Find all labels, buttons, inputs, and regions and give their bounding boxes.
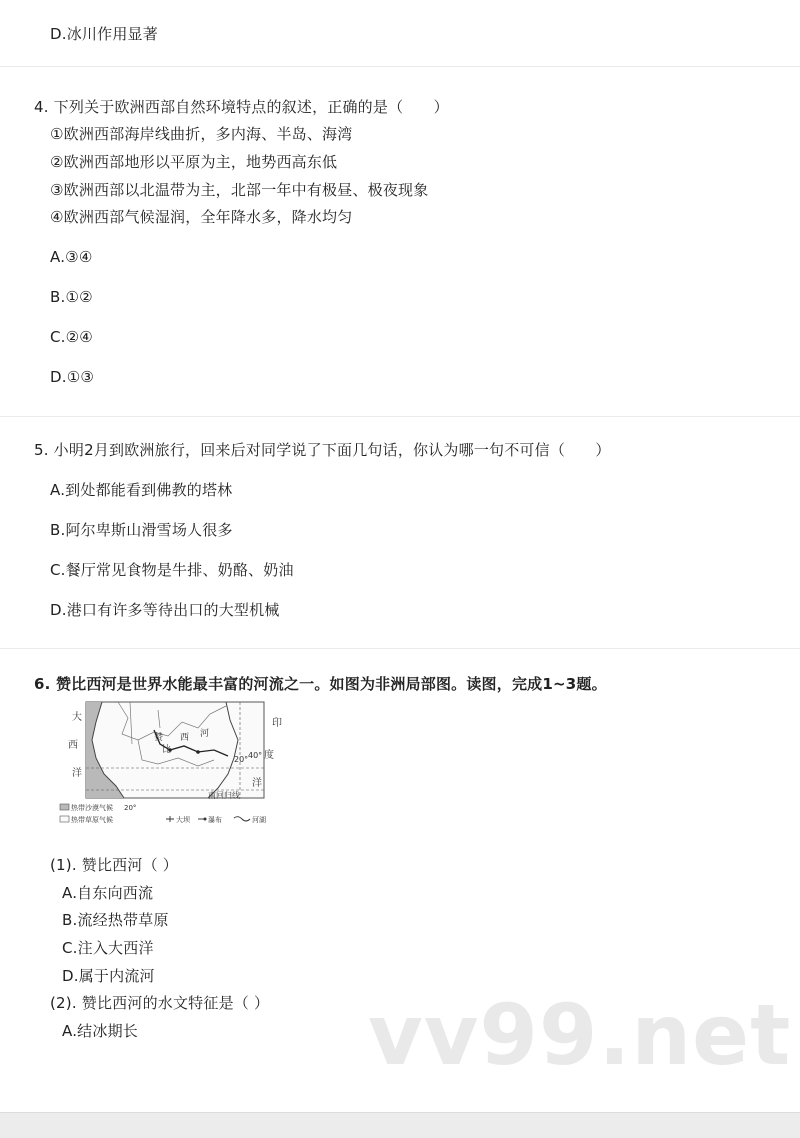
q6-sub1-option-c[interactable]: C.注入大西洋 — [62, 939, 154, 957]
lake-icon — [234, 817, 250, 821]
question-divider — [0, 66, 800, 67]
legend-lon-label: 20° — [124, 804, 137, 812]
ocean-left-char-3: 洋 — [72, 768, 82, 779]
q4-statement-2: ②欧洲西部地形以平原为主，地势西高东低 — [50, 153, 338, 171]
q5-option-c[interactable]: C.餐厅常见食物是牛排、奶酪、奶油 — [50, 561, 294, 579]
q6-sub2-option-a[interactable]: A.结冰期长 — [62, 1022, 138, 1040]
legend-lake-label: 河湖 — [252, 816, 266, 824]
legend-savanna-swatch — [60, 816, 69, 822]
ocean-right-char-1: 印 — [272, 718, 282, 729]
ocean-left-char-2: 西 — [68, 740, 78, 751]
ocean-right-char-2: 度 — [264, 750, 274, 761]
lat-20-label: 20° — [234, 755, 249, 764]
q4-option-d[interactable]: D.①③ — [50, 368, 95, 386]
q4-statement-1: ①欧洲西部海岸线曲折，多内海、半岛、海湾 — [50, 125, 353, 143]
lon-40-label: 40° — [248, 751, 263, 760]
q4-statement-3: ③欧洲西部以北温带为主，北部一年中有极昼、极夜现象 — [50, 181, 429, 199]
legend-desert-label: 热带沙漠气候 — [71, 804, 113, 812]
q5-stem: 5. 小明2月到欧洲旅行，回来后对同学说了下面几句话，你认为哪一句不可信（ ） — [34, 441, 611, 459]
q5-option-d[interactable]: D.港口有许多等待出口的大型机械 — [50, 601, 280, 619]
q6-sub2-stem: (2). 赞比西河的水文特征是（ ） — [50, 994, 270, 1012]
watermark: vv99.net — [368, 986, 792, 1084]
africa-map-figure — [58, 700, 288, 830]
africa-map — [58, 700, 288, 830]
waterfall-icon — [204, 818, 207, 821]
legend-desert-swatch — [60, 804, 69, 810]
legend-savanna-label: 热带草原气候 — [71, 816, 113, 824]
question-divider — [0, 416, 800, 417]
q4-option-b[interactable]: B.①② — [50, 288, 93, 306]
ocean-left-char-1: 大 — [72, 712, 82, 723]
legend-dam-label: 大坝 — [176, 816, 190, 824]
river-label-char-2: 比 — [162, 745, 172, 755]
river-label-char-4: 河 — [200, 729, 210, 739]
q6-sub1-option-b[interactable]: B.流经热带草原 — [62, 911, 169, 929]
q6-sub1-option-a[interactable]: A.自东向西流 — [62, 884, 154, 902]
ocean-right-char-3: 洋 — [252, 778, 262, 789]
river-label-char-1: 赞 — [154, 733, 164, 743]
tropic-label: 南回归线 — [208, 791, 240, 800]
q5-option-a[interactable]: A.到处都能看到佛教的塔林 — [50, 481, 233, 499]
q6-sub1-stem: (1). 赞比西河（ ） — [50, 856, 178, 874]
q6-sub1-option-d[interactable]: D.属于内流河 — [62, 967, 155, 985]
dam-icon — [166, 816, 174, 822]
page-bottom-bar — [0, 1112, 800, 1138]
q6-stem: 6. 赞比西河是世界水能最丰富的河流之一。如图为非洲局部图。读图，完成1~3题。 — [34, 675, 607, 693]
q5-option-b[interactable]: B.阿尔卑斯山滑雪场人很多 — [50, 521, 233, 539]
question-divider — [0, 648, 800, 649]
q4-option-c[interactable]: C.②④ — [50, 328, 93, 346]
q4-option-a[interactable]: A.③④ — [50, 248, 93, 266]
q4-stem: 4. 下列关于欧洲西部自然环境特点的叙述，正确的是（ ） — [34, 98, 449, 116]
legend-waterfall-label: 瀑布 — [208, 816, 222, 824]
river-label-char-3: 西 — [180, 733, 190, 743]
q4-statement-4: ④欧洲西部气候湿润，全年降水多，降水均匀 — [50, 208, 353, 226]
dam-marker — [196, 750, 200, 754]
prev-option-d[interactable]: D.冰川作用显著 — [50, 25, 158, 43]
